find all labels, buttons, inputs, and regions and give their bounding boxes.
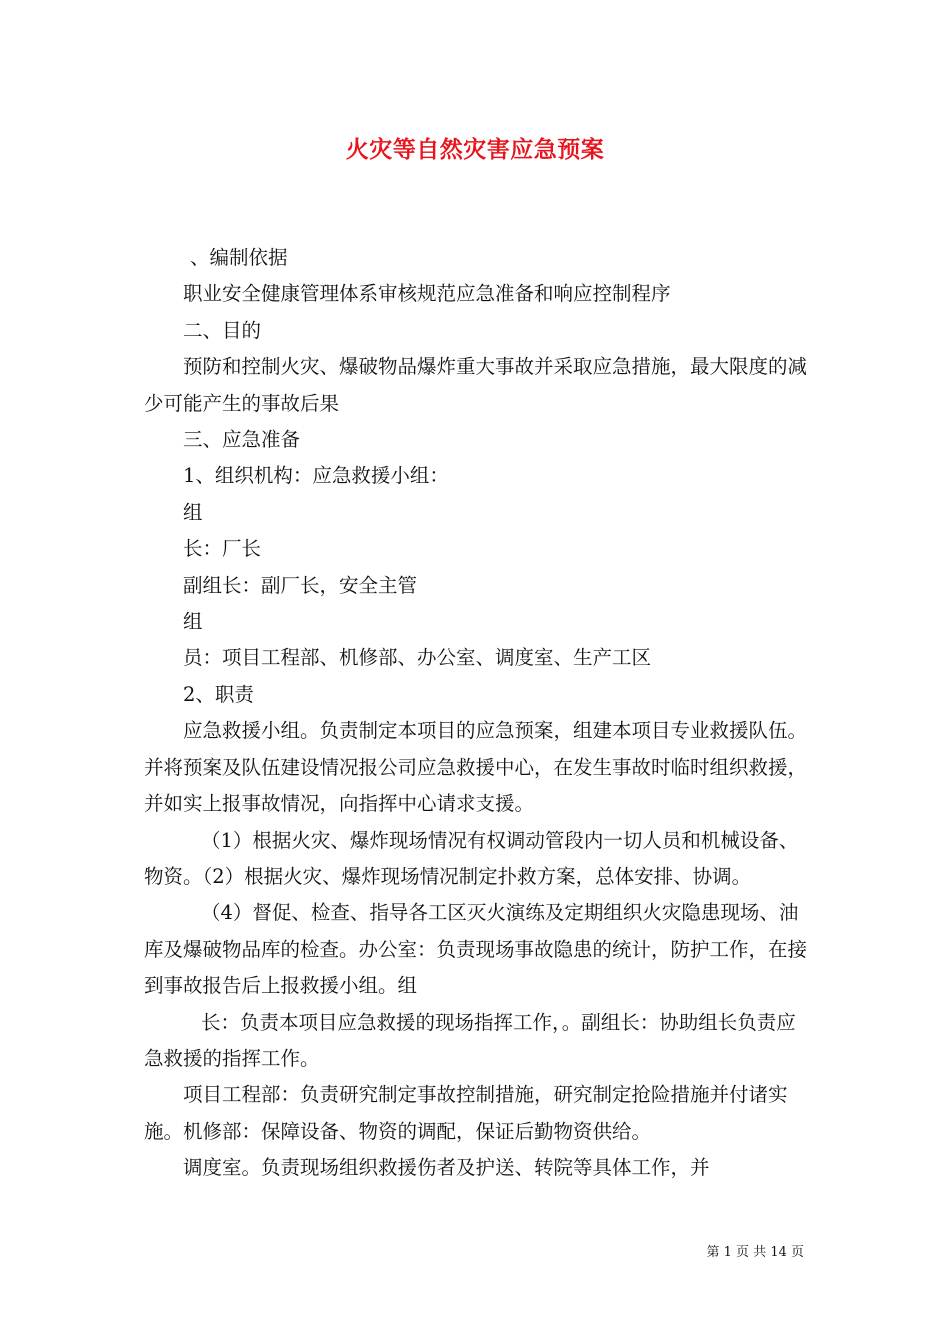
paragraph: 、编制依据 bbox=[190, 246, 288, 269]
document-title: 火灾等自然灾害应急预案 bbox=[345, 136, 605, 163]
paragraph: 长：厂长 bbox=[183, 537, 262, 561]
paragraph: （1）根据火灾、爆炸现场情况有权调动管段内一切人员和机械设备、物资。（2）根据火灾、爆炸现场情况制定扑救方案，总体安排、协调。 bbox=[144, 828, 799, 888]
paragraph: 组 bbox=[183, 500, 203, 524]
paragraph: 三、应急准备 bbox=[183, 428, 301, 452]
paragraph: 1、组织机构：应急救援小组： bbox=[183, 464, 449, 488]
paragraph: 组 bbox=[183, 610, 203, 634]
paragraph: 2、职责 bbox=[183, 682, 254, 706]
paragraph: 项目工程部：负责研究制定事故控制措施，研究制定抢险措施并付诸实施。机修部：保障设备、物资的调配，保证后勤物资供给。 bbox=[144, 1083, 788, 1143]
paragraph: 副组长：副厂长，安全主管 bbox=[183, 573, 418, 597]
paragraph: （4）督促、检查、指导各工区灭火演练及定期组织火灾隐患现场、油库及爆破物品库的检查。办公室：负责现场事故隐患的统计，防护工作，在接到事故报告后上报救援小组。组 bbox=[144, 901, 808, 998]
paragraph: 长：负责本项目应急救援的现场指挥工作，。副组长：协助组长负责应急救援的指挥工作。 bbox=[144, 1010, 796, 1070]
page-number: 第 1 页 共 14 页 bbox=[706, 1245, 804, 1260]
paragraph: 应急救援小组。负责制定本项目的应急预案，组建本项目专业救援队伍。并将预案及队伍建设情况报公司应急救援中心，在发生事故时临时组织救援，并如实上报事故情况，向指挥中心请求支援。 bbox=[144, 719, 808, 816]
paragraph: 二、目的 bbox=[183, 318, 262, 342]
paragraph: 预防和控制火灾、爆破物品爆炸重大事故并采取应急措施，最大限度的减少可能产生的事故后果 bbox=[144, 355, 808, 415]
paragraph: 职业安全健康管理体系审核规范应急准备和响应控制程序 bbox=[183, 282, 671, 306]
document-body bbox=[144, 240, 808, 1187]
paragraph: 员：项目工程部、机修部、办公室、调度室、生产工区 bbox=[183, 646, 652, 670]
paragraph: 调度室。负责现场组织救援伤者及护送、转院等具体工作，并 bbox=[183, 1156, 710, 1180]
